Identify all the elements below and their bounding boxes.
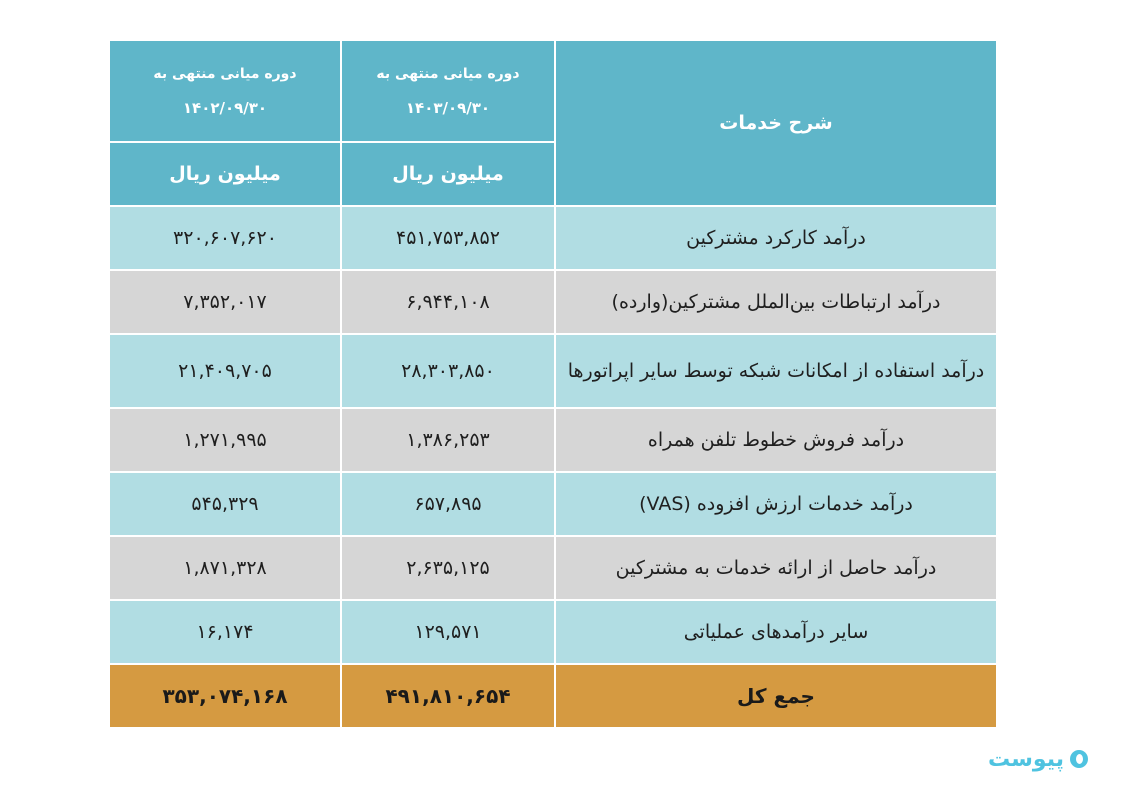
row-value-curr: ۴۵۱,۷۵۳,۸۵۲ bbox=[341, 206, 555, 270]
row-value-curr: ۱۲۹,۵۷۱ bbox=[341, 600, 555, 664]
row-description: درآمد کارکرد مشترکین bbox=[555, 206, 997, 270]
row-description: درآمد فروش خطوط تلفن همراه bbox=[555, 408, 997, 472]
row-value-prev: ۷,۳۵۲,۰۱۷ bbox=[109, 270, 341, 334]
table-row bbox=[109, 270, 997, 334]
row-value-prev: ۱,۲۷۱,۹۹۵ bbox=[109, 408, 341, 472]
row-description: سایر درآمدهای عملیاتی bbox=[555, 600, 997, 664]
row-description: درآمد استفاده از امکانات شبکه توسط سایر اپراتورها bbox=[555, 334, 997, 408]
watermark-logo bbox=[988, 744, 1088, 774]
table-row bbox=[109, 536, 997, 600]
header-period-curr-date: ۱۴۰۳/۰۹/۳۰ bbox=[405, 99, 491, 117]
header-row-period bbox=[109, 40, 997, 142]
header-period-prev bbox=[109, 40, 341, 142]
header-period-prev-label: دوره میانی منتهی به bbox=[153, 66, 297, 82]
total-row bbox=[109, 664, 997, 728]
row-description: درآمد حاصل از ارائه خدمات به مشترکین bbox=[555, 536, 997, 600]
total-value-prev: ۳۵۳,۰۷۴,۱۶۸ bbox=[109, 664, 341, 728]
row-value-curr: ۲,۶۳۵,۱۲۵ bbox=[341, 536, 555, 600]
row-value-prev: ۱,۸۷۱,۳۲۸ bbox=[109, 536, 341, 600]
header-period-prev-date: ۱۴۰۲/۰۹/۳۰ bbox=[182, 99, 268, 117]
header-unit-curr: میلیون ریال bbox=[341, 142, 555, 206]
header-unit-prev: میلیون ریال bbox=[109, 142, 341, 206]
row-description: درآمد ارتباطات بین‌الملل مشترکین(وارده) bbox=[555, 270, 997, 334]
table-row bbox=[109, 334, 997, 408]
row-value-prev: ۲۱,۴۰۹,۷۰۵ bbox=[109, 334, 341, 408]
row-value-curr: ۱,۳۸۶,۲۵۳ bbox=[341, 408, 555, 472]
table-row bbox=[109, 600, 997, 664]
table-row bbox=[109, 206, 997, 270]
row-value-prev: ۳۲۰,۶۰۷,۶۲۰ bbox=[109, 206, 341, 270]
header-description: شرح خدمات bbox=[555, 40, 997, 206]
revenue-table bbox=[108, 39, 998, 729]
row-value-curr: ۶۵۷,۸۹۵ bbox=[341, 472, 555, 536]
row-value-prev: ۵۴۵,۳۲۹ bbox=[109, 472, 341, 536]
revenue-table-container bbox=[108, 39, 996, 729]
header-period-curr-label: دوره میانی منتهی به bbox=[376, 66, 520, 82]
watermark-text: پیوست bbox=[988, 746, 1064, 772]
row-value-curr: ۲۸,۳۰۳,۸۵۰ bbox=[341, 334, 555, 408]
row-description: درآمد خدمات ارزش افزوده (VAS) bbox=[555, 472, 997, 536]
table-row bbox=[109, 472, 997, 536]
row-value-curr: ۶,۹۴۴,۱۰۸ bbox=[341, 270, 555, 334]
logo-drop-icon bbox=[1070, 750, 1088, 768]
header-period-curr bbox=[341, 40, 555, 142]
total-value-curr: ۴۹۱,۸۱۰,۶۵۴ bbox=[341, 664, 555, 728]
total-label: جمع کل bbox=[555, 664, 997, 728]
row-value-prev: ۱۶,۱۷۴ bbox=[109, 600, 341, 664]
table-row bbox=[109, 408, 997, 472]
